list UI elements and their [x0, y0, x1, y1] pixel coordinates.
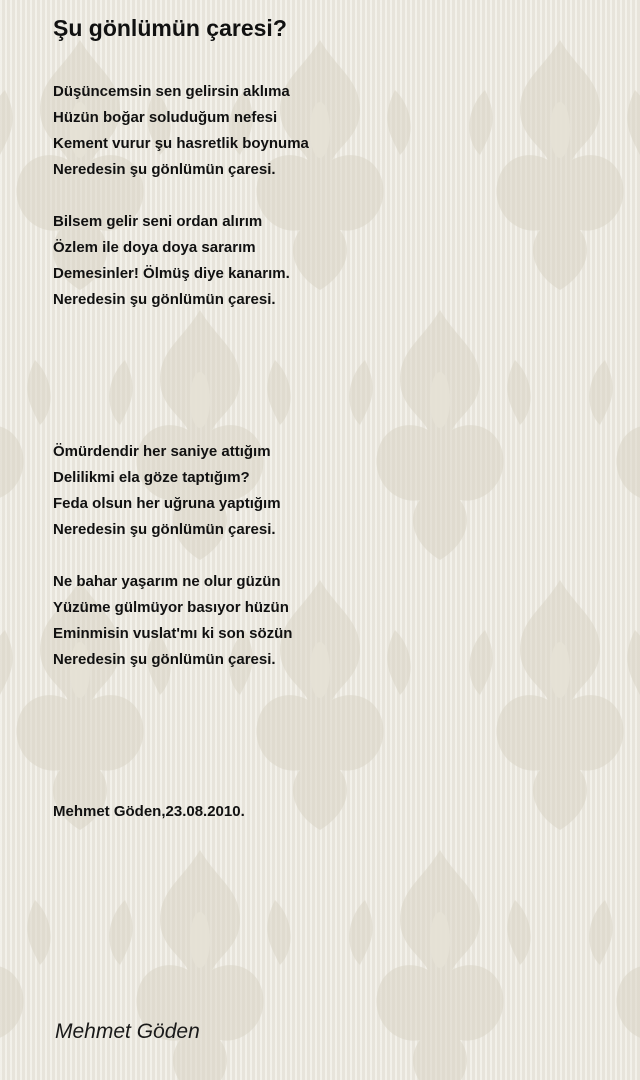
poem-line: Özlem ile doya doya sararım	[53, 239, 256, 256]
author-name-footer: Mehmet Göden	[55, 1020, 200, 1043]
poem-line: Ne bahar yaşarım ne olur güzün	[53, 573, 281, 590]
poem-line: Feda olsun her uğruna yaptığım	[53, 495, 281, 512]
poem-line: Neredesin şu gönlümün çaresi.	[53, 651, 276, 668]
stanza-3	[53, 439, 613, 543]
poem-line: Neredesin şu gönlümün çaresi.	[53, 291, 276, 308]
poem-line: Demesinler! Ölmüş diye kanarım.	[53, 265, 290, 282]
poem-line: Yüzüme gülmüyor basıyor hüzün	[53, 599, 289, 616]
poem-signature: Mehmet Göden,23.08.2010.	[53, 803, 245, 820]
stanza-1	[53, 79, 613, 183]
poem-line: Kement vurur şu hasretlik boynuma	[53, 135, 309, 152]
poem-line: Bilsem gelir seni ordan alırım	[53, 213, 263, 230]
poem-line: Düşüncemsin sen gelirsin aklıma	[53, 83, 290, 100]
poem-title: Şu gönlümün çaresi?	[53, 15, 287, 41]
poem-line: Eminmisin vuslat'mı ki son sözün	[53, 625, 293, 642]
poem-line: Delilikmi ela göze taptığım?	[53, 469, 250, 486]
poem-line: Hüzün boğar soluduğum nefesi	[53, 109, 278, 126]
stanza-2	[53, 209, 613, 313]
poem-line: Neredesin şu gönlümün çaresi.	[53, 521, 276, 538]
poem-page	[53, 14, 613, 825]
poem-line: Neredesin şu gönlümün çaresi.	[53, 161, 276, 178]
poem-line: Ömürdendir her saniye attığım	[53, 443, 271, 460]
stanza-4	[53, 569, 613, 673]
